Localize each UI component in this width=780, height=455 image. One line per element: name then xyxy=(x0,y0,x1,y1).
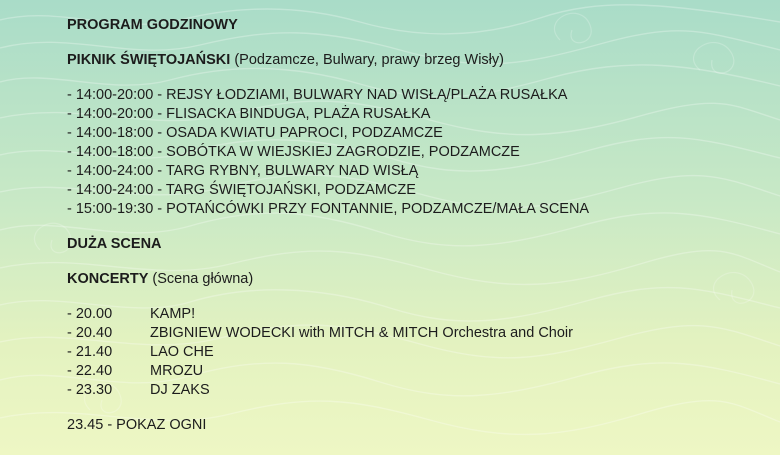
koncerty-title: KONCERTY xyxy=(67,271,149,287)
piknik-item: - 14:00-24:00 - TARG RYBNY, BULWARY NAD WISŁĄ xyxy=(67,163,419,179)
concert-row xyxy=(67,381,210,399)
concert-time: - 21.40 xyxy=(67,344,113,360)
concert-time: - 23.30 xyxy=(67,382,113,398)
piknik-item: - 14:00-20:00 - FLISACKA BINDUGA, PLAŻA RUSAŁKA xyxy=(67,106,431,122)
piknik-item: - 14:00-18:00 - SOBÓTKA W WIEJSKIEJ ZAGRODZIE, PODZAMCZE xyxy=(67,144,520,160)
concert-artist: LAO CHE xyxy=(150,344,214,360)
koncerty-subtitle: (Scena główna) xyxy=(152,271,254,287)
piknik-item: - 14:00-20:00 - REJSY ŁODZIAMI, BULWARY NAD WISŁĄ/PLAŻA RUSAŁKA xyxy=(67,87,568,103)
piknik-subtitle: (Podzamcze, Bulwary, prawy brzeg Wisły) xyxy=(234,52,504,68)
piknik-item: - 14:00-24:00 - TARG ŚWIĘTOJAŃSKI, PODZAMCZE xyxy=(67,182,416,198)
piknik-item: - 15:00-19:30 - POTAŃCÓWKI PRZY FONTANNIE, PODZAMCZE/MAŁA SCENA xyxy=(67,201,590,217)
concert-row xyxy=(67,362,203,380)
program-heading: PROGRAM GODZINOWY xyxy=(67,17,238,33)
concert-artist: DJ ZAKS xyxy=(150,382,210,398)
piknik-item: - 14:00-18:00 - OSADA KWIATU PAPROCI, PODZAMCZE xyxy=(67,125,443,141)
fireworks-line: 23.45 - POKAZ OGNI xyxy=(67,417,207,433)
concert-artist: MROZU xyxy=(150,363,204,379)
concert-time: - 22.40 xyxy=(67,363,113,379)
concert-time: - 20.00 xyxy=(67,306,113,322)
concert-row xyxy=(67,343,214,361)
piknik-header xyxy=(67,51,504,69)
concert-row xyxy=(67,324,573,342)
concert-time: - 20.40 xyxy=(67,325,113,341)
concert-artist: ZBIGNIEW WODECKI with MITCH & MITCH Orchestra and Choir xyxy=(150,325,573,341)
concert-artist: KAMP! xyxy=(150,306,196,322)
duza-scena-heading: DUŻA SCENA xyxy=(67,236,162,252)
piknik-title: PIKNIK ŚWIĘTOJAŃSKI xyxy=(67,52,231,68)
koncerty-header xyxy=(67,270,253,288)
concert-row xyxy=(67,305,195,323)
